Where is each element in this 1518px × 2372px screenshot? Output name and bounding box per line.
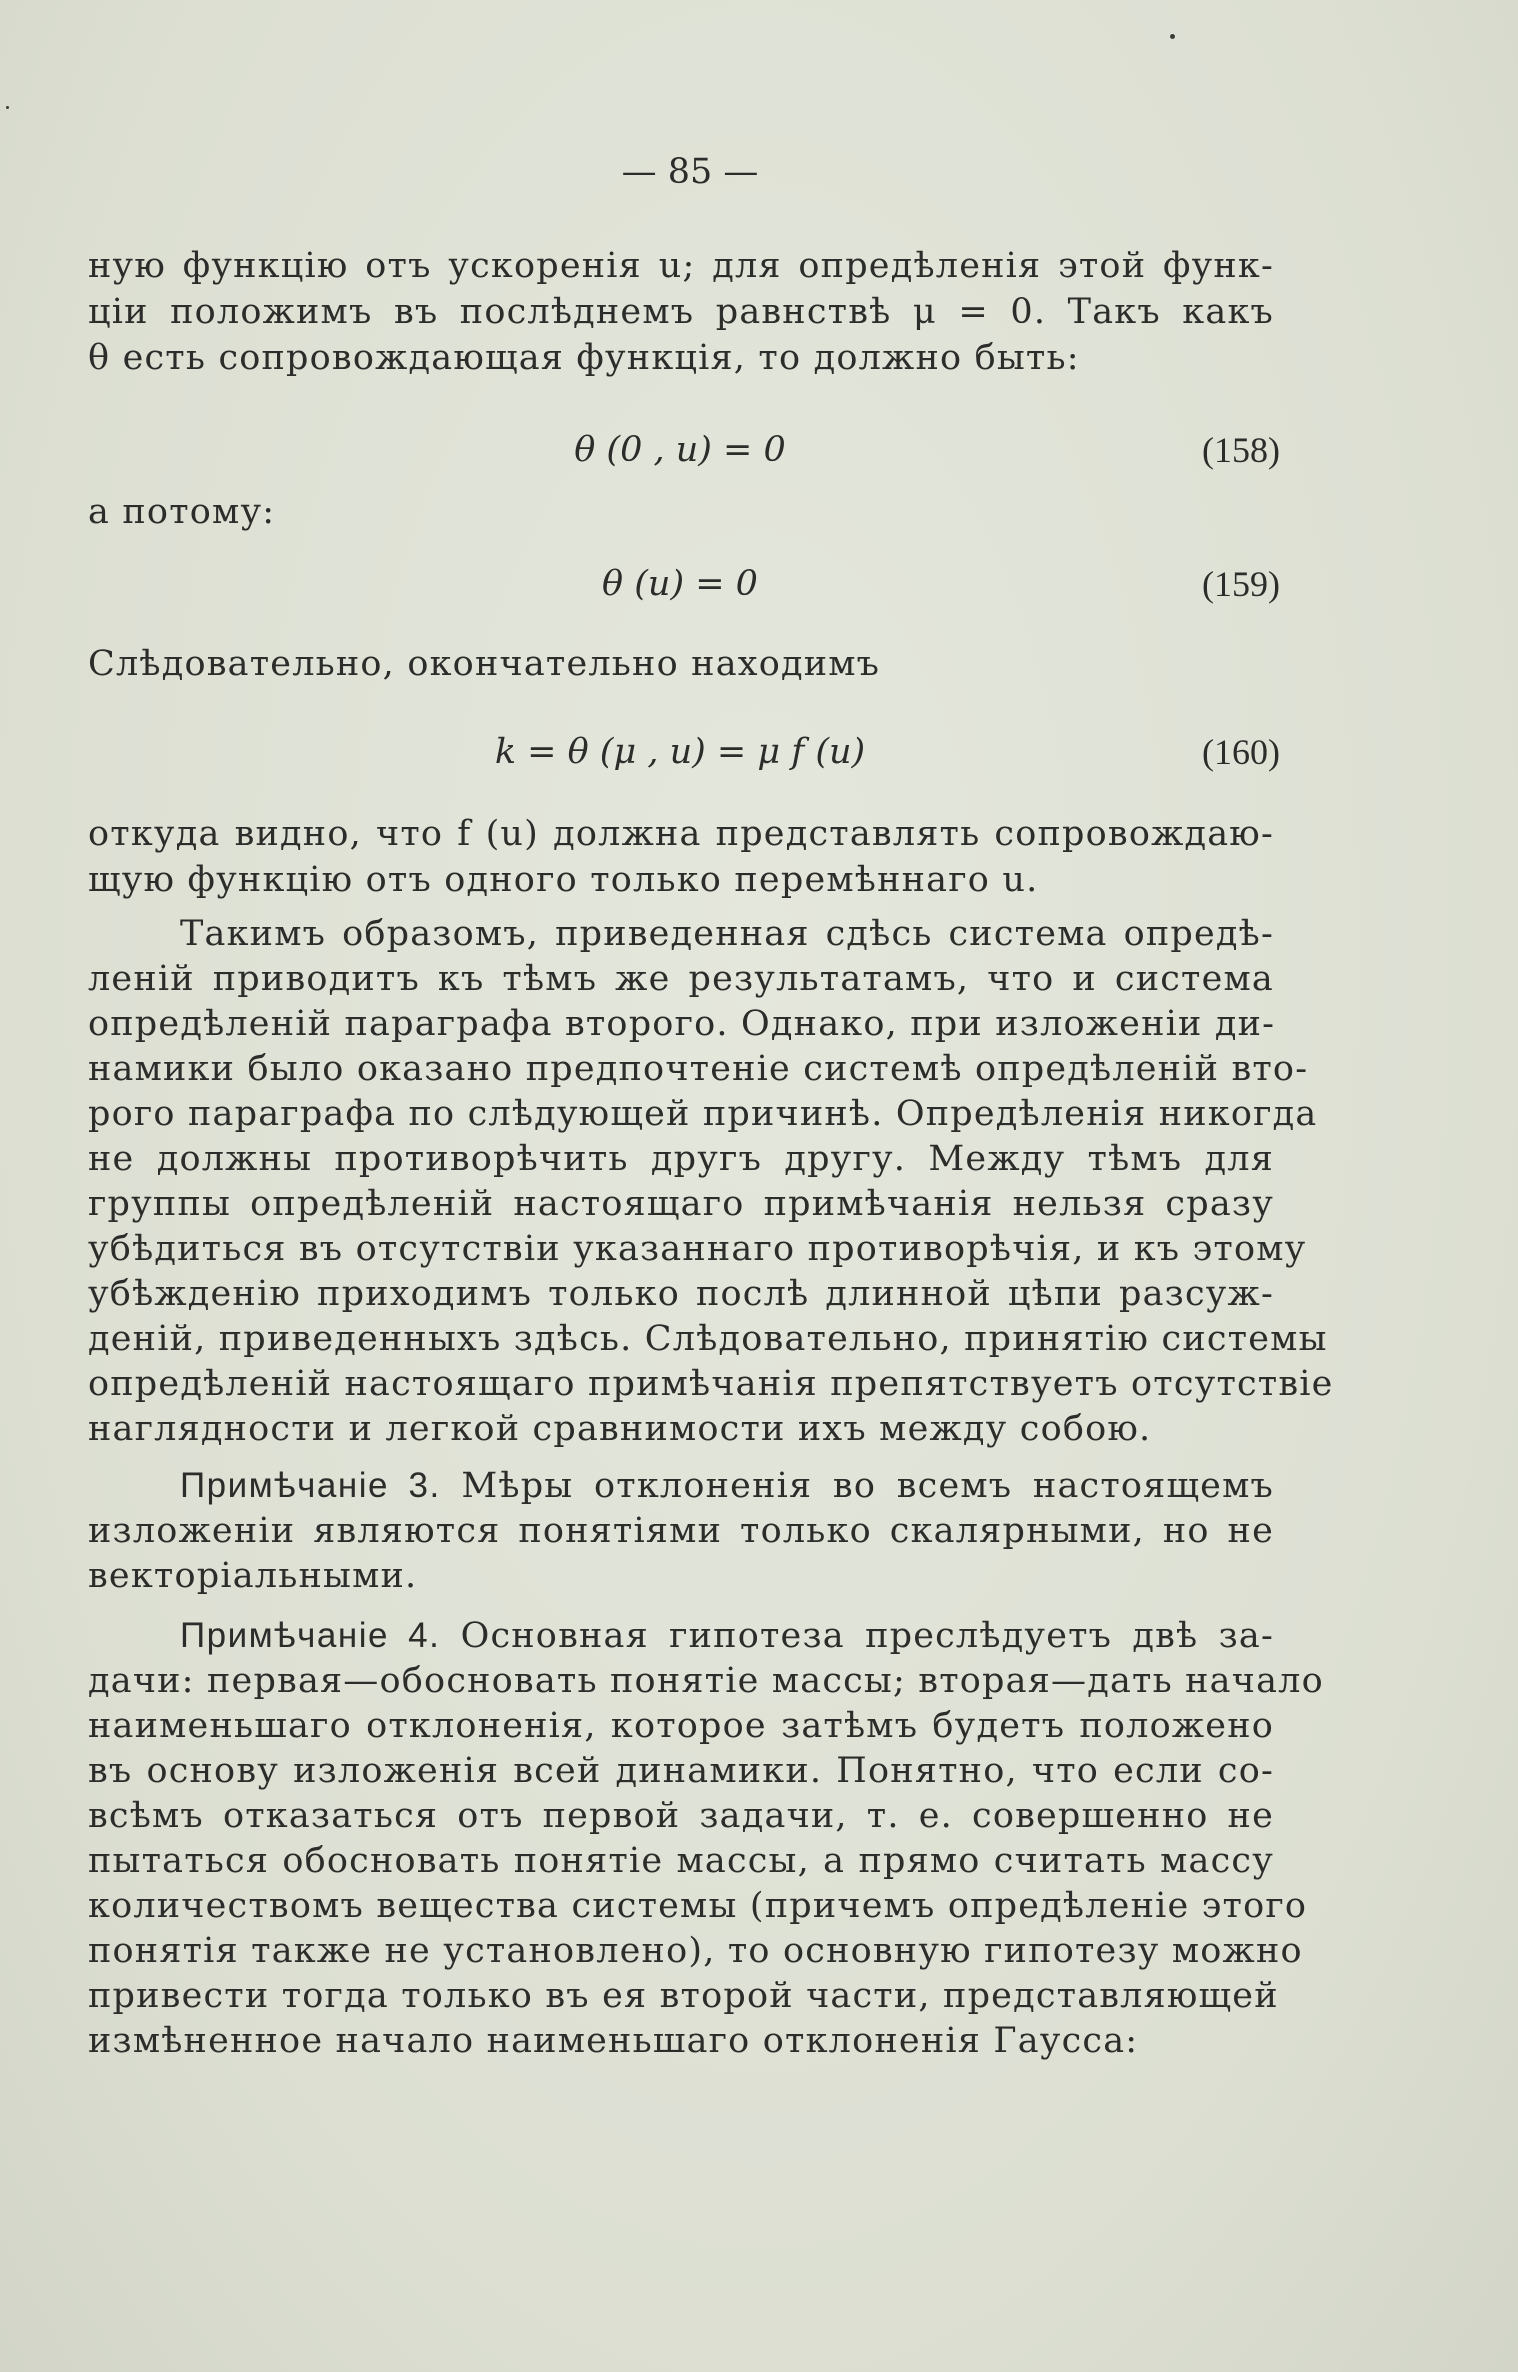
equation-number: (159) <box>1202 564 1280 604</box>
text-line: θ есть сопровождающая функція, то должно быть: <box>88 338 1080 378</box>
note-4-text: Основная гипотеза преслѣдуетъ двѣ за- <box>460 1616 1274 1656</box>
note-line: изложеніи являются понятіями только скалярными, но не <box>88 1511 1274 1551</box>
note-line: привести тогда только въ ея второй части, представляющей <box>88 1976 1279 2016</box>
note-line: векторіальными. <box>88 1556 418 1596</box>
text-line: откуда видно, что f (u) должна представлять сопровождаю- <box>88 814 1274 854</box>
paragraph-line: опредѣленій настоящаго примѣчанія препятствуетъ отсутствіе <box>88 1364 1334 1404</box>
paragraph-line: Такимъ образомъ, приведенная сдѣсь система опредѣ- <box>180 914 1274 954</box>
paragraph-line: убѣдиться въ отсутствіи указаннаго противорѣчія, и къ этому <box>88 1229 1307 1269</box>
note-line: измѣненное начало наименьшаго отклоненія Гаусса: <box>88 2021 1139 2061</box>
equation-formula: θ (u) = 0 <box>602 564 758 604</box>
equation-number: (160) <box>1202 732 1280 772</box>
note-3-text: Мѣры отклоненія во всемъ настоящемъ <box>461 1466 1274 1506</box>
note-4-heading: Примѣчаніе 4. <box>180 1616 441 1655</box>
paragraph-line: намики было оказано предпочтеніе системѣ опредѣленій вто- <box>88 1049 1309 1089</box>
paragraph-line: убѣжденію приходимъ только послѣ длинной цѣпи разсуж- <box>88 1274 1274 1314</box>
paragraph-line: группы опредѣленій настоящаго примѣчанія нельзя сразу <box>88 1184 1274 1224</box>
text-line: Слѣдовательно, окончательно находимъ <box>88 644 881 684</box>
paragraph-line: не должны противорѣчить другъ другу. Между тѣмъ для <box>88 1139 1274 1179</box>
note-line: пытаться обосновать понятіе массы, а прямо считать массу <box>88 1841 1274 1881</box>
text-line: щую функцію отъ одного только перемѣннаго u. <box>88 860 1039 900</box>
paragraph-line: леній приводитъ къ тѣмъ же результатамъ, что и система <box>88 959 1274 999</box>
paragraph-line: опредѣленій параграфа второго. Однако, при изложеніи ди- <box>88 1004 1276 1044</box>
text-line: ную функцію отъ ускоренія u; для опредѣленія этой функ- <box>88 246 1274 286</box>
equation-formula: k = θ (μ , u) = μ f (u) <box>494 732 866 772</box>
note-line: дачи: первая—обосновать понятіе массы; вторая—дать начало <box>88 1661 1324 1701</box>
equation-number: (158) <box>1202 430 1280 470</box>
note-line: въ основу изложенія всей динамики. Понятно, что если со- <box>88 1751 1274 1791</box>
page-number: — 85 — <box>621 152 759 192</box>
note-line: всѣмъ отказаться отъ первой задачи, т. е. совершенно не <box>88 1796 1274 1836</box>
paragraph-line: деній, приведенныхъ здѣсь. Слѣдовательно, принятію системы <box>88 1319 1328 1359</box>
note-line: количествомъ вещества системы (причемъ опредѣленіе этого <box>88 1886 1308 1926</box>
equation-formula: θ (0 , u) = 0 <box>574 430 786 470</box>
paragraph-line: наглядности и легкой сравнимости ихъ между собою. <box>88 1409 1152 1449</box>
text-line: а потому: <box>88 492 276 532</box>
note-line: наименьшаго отклоненія, которое затѣмъ будетъ положено <box>88 1706 1274 1746</box>
text-line: ціи положимъ въ послѣднемъ равнствѣ μ = 0. Такъ какъ <box>88 292 1274 332</box>
ink-speck <box>1170 34 1175 39</box>
note-line: понятія также не установлено), то основную гипотезу можно <box>88 1931 1303 1971</box>
note-4-first-line <box>180 1614 1274 1658</box>
note-3-heading: Примѣчаніе 3. <box>180 1466 441 1505</box>
ink-speck <box>6 106 9 109</box>
paragraph-line: рого параграфа по слѣдующей причинѣ. Опредѣленія никогда <box>88 1094 1318 1134</box>
note-3-first-line <box>180 1464 1274 1508</box>
